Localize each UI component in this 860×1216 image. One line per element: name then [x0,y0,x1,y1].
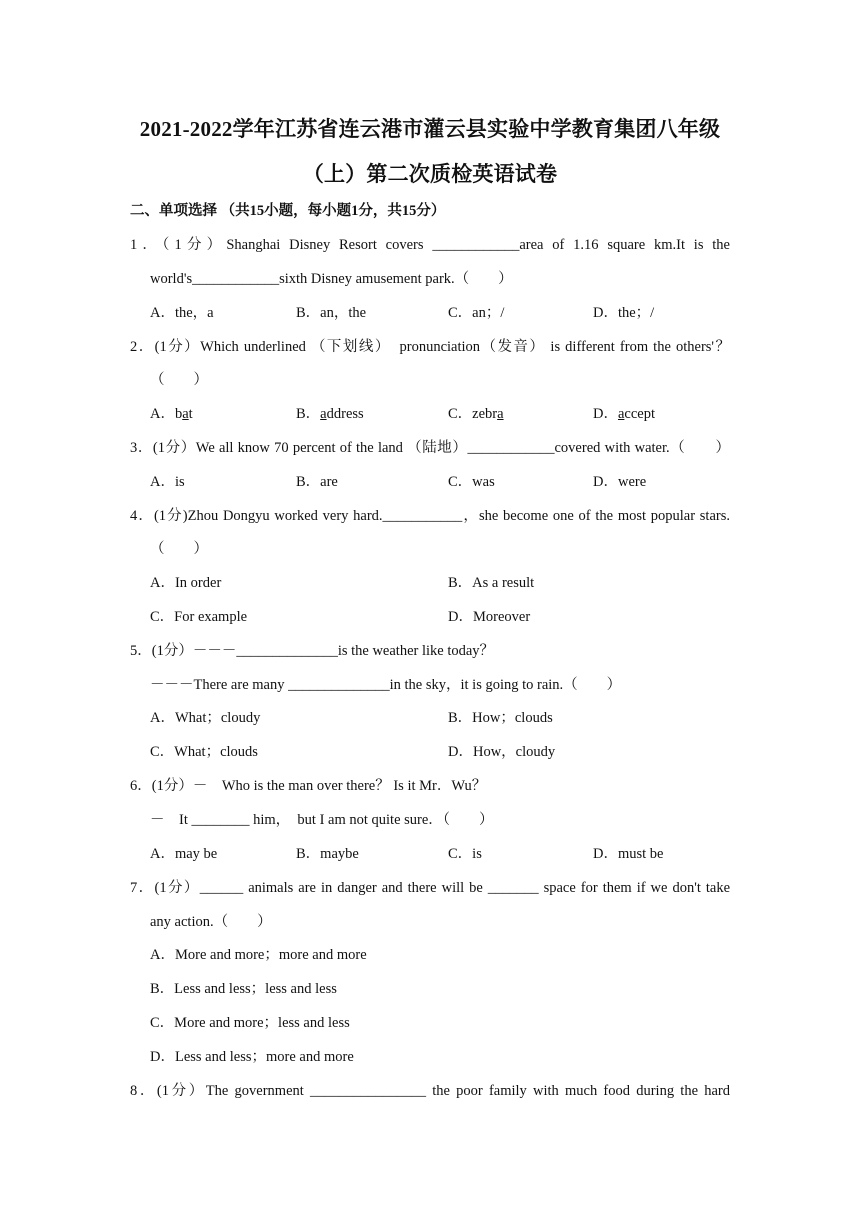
underlined-letter: a [182,406,189,422]
question-1-line-1: 1．（1分）Shanghai Disney Resort covers ____________area of 1.16 square km.It is the [130,237,730,253]
question-2-option-c[interactable] [448,404,504,424]
option-text: B． [296,406,321,422]
question-1-option-c[interactable]: C．an；/ [448,305,505,321]
question-5-option-c[interactable]: C．What；clouds [150,744,258,760]
question-1-option-a[interactable]: A．the，a [150,305,214,321]
page-title-line-1: 2021-2022学年江苏省连云港市灌云县实验中学教育集团八年级 [139,117,721,141]
question-6-line-1: 6．(1分）－ Who is the man over there？ Is it Mr．Wu？ [130,778,487,794]
section-heading: 二、单项选择 （共15小题，每小题1分，共15分） [130,203,446,219]
question-4-line-2: （ ） [150,541,208,557]
question-3-option-b[interactable]: B．are [296,474,338,490]
underlined-letter: a [497,406,504,422]
question-7-option-b[interactable]: B．Less and less；less and less [150,981,337,997]
question-5-option-d[interactable]: D．How，cloudy [448,744,556,760]
question-6-option-c[interactable]: C．is [448,846,482,862]
option-text: ddress [326,406,364,422]
underlined-letter: a [320,406,327,422]
question-3-line-1: 3．(1分）We all know 70 percent of the land （陆地）____________covered with water.（ ） [130,440,730,456]
question-7-option-a[interactable]: A．More and more；more and more [150,947,367,963]
underlined-letter: a [617,406,625,422]
question-1-option-d[interactable]: D．the；/ [593,305,655,321]
question-2-option-a[interactable] [150,404,193,424]
question-5-option-b[interactable]: B．How；clouds [448,710,553,726]
question-5-line-1: 5．(1分）－－－______________is the weather like today？ [130,643,495,659]
question-5-line-2: －－－There are many ______________in the sky，it is going to rain.（ ） [150,677,622,693]
question-4-option-c[interactable]: C．For example [150,609,248,625]
question-2-option-b[interactable] [296,404,364,424]
question-7-option-c[interactable]: C．More and more；less and less [150,1015,350,1031]
question-2-line-2: （ ） [150,372,208,388]
question-2-option-d[interactable] [593,404,655,424]
option-text: t [188,406,193,422]
question-8-line-1: 8．(1分）The government ________________ the poor family with much food during the hard [130,1083,730,1099]
option-text: ccept [624,406,656,422]
option-text: D． [593,406,618,422]
question-1-line-2: world's____________sixth Disney amusement park.（ ） [150,271,513,287]
page-title-line-2: （上）第二次质检英语试卷 [302,162,558,186]
question-4-option-a[interactable]: A．In order [150,575,222,591]
question-5-option-a[interactable]: A．What；cloudy [150,710,261,726]
question-2-line-1: 2．(1分）Which underlined （下划线） pronunciation（发音） is different from the others'？ [130,339,730,355]
question-6-line-2: － It ________ him， but I am not quite sure．（ ） [150,812,494,828]
question-7-line-1: 7．(1分）______ animals are in danger and there will be _______ space for them if we don't take [130,880,730,896]
question-7-line-2: any action.（ ） [150,914,272,930]
question-3-option-a[interactable]: A．is [150,474,185,490]
option-text: A．b [150,406,183,422]
option-text: C．zebr [448,406,498,422]
question-4-line-1: 4．(1分)Zhou Dongyu worked very hard.___________，she become one of the most popular stars. [130,508,730,524]
question-4-option-b[interactable]: B．As a result [448,575,535,591]
question-6-option-b[interactable]: B．maybe [296,846,359,862]
question-1-option-b[interactable]: B．an，the [296,305,367,321]
question-7-option-d[interactable]: D．Less and less；more and more [150,1049,354,1065]
question-3-option-d[interactable]: D．were [593,474,647,490]
question-6-option-a[interactable]: A．may be [150,846,218,862]
question-4-option-d[interactable]: D．Moreover [448,609,531,625]
question-6-option-d[interactable]: D．must be [593,846,664,862]
question-3-option-c[interactable]: C．was [448,474,495,490]
